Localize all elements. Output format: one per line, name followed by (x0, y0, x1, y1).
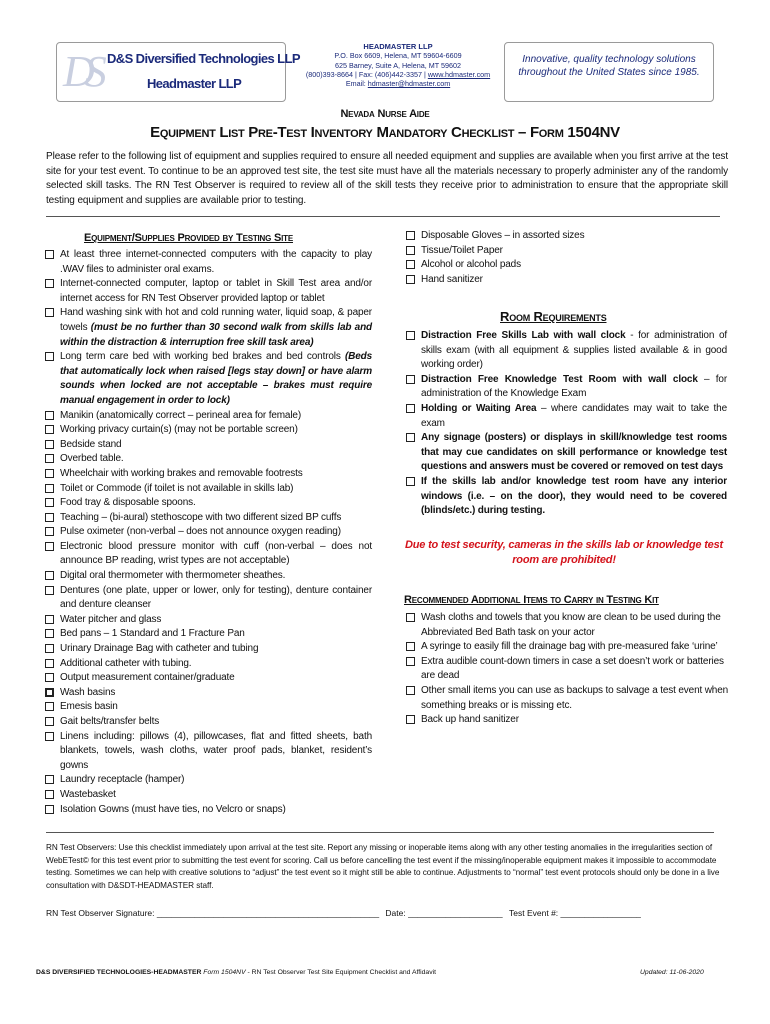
checklist-item: Pulse oximeter (non-verbal – does not announce oxygen reading) (44, 525, 372, 540)
checklist-item: Manikin (anatomically correct – perineal area for female) (44, 409, 372, 424)
checklist-item: Laundry receptacle (hamper) (44, 773, 372, 788)
checkbox[interactable] (45, 571, 54, 580)
checklist-item: Gait belts/transfer belts (44, 715, 372, 730)
tagline-line-1: Innovative, quality technology solutions (522, 54, 696, 65)
checklist-item: Hand sanitizer (405, 273, 731, 288)
headmaster-address-2: 625 Barney, Suite A, Helena, MT 59602 (335, 60, 461, 70)
checklist-item: Bed pans – 1 Standard and 1 Fracture Pan (44, 627, 372, 642)
headmaster-title: HEADMASTER LLP (363, 42, 433, 51)
checkbox[interactable] (45, 629, 54, 638)
checkbox[interactable] (45, 352, 54, 361)
checklist-item: Output measurement container/graduate (44, 671, 372, 686)
test-event-field[interactable]: Test Event #: _________________ (509, 908, 641, 918)
checkbox[interactable] (406, 404, 415, 413)
updated-date: Updated: 11-06-2020 (640, 969, 704, 976)
checklist-item: Extra audible count-down timers in case a set doesn’t work or batteries are dead (405, 655, 731, 684)
checklist-item: Electronic blood pressure monitor with cuff (non-verbal – does not announce BP reading, wrist types are not acceptable) (44, 540, 372, 569)
checkbox[interactable] (406, 433, 415, 442)
checkbox[interactable] (45, 805, 54, 814)
checklist-item: Wash basins (44, 686, 372, 701)
top-divider (46, 216, 720, 217)
checklist-item: Other small items you can use as backups to salvage a test event when something breaks or is missing etc. (405, 684, 731, 713)
checkbox[interactable] (45, 659, 54, 668)
checkbox[interactable] (45, 308, 54, 317)
checkbox[interactable] (406, 642, 415, 651)
camera-prohibited-warning: Due to test security, cameras in the skills lab or knowledge test room are prohibited! (405, 539, 723, 566)
checkbox[interactable] (45, 469, 54, 478)
checkbox[interactable] (45, 790, 54, 799)
checklist-item: Any signage (posters) or displays in skill/knowledge test rooms that may cue candidates on skill performance or knowledge test questions and answers must be covered or removed on test days (405, 431, 727, 475)
checkbox[interactable] (45, 250, 54, 259)
checkbox[interactable] (45, 615, 54, 624)
checkbox[interactable] (45, 644, 54, 653)
recommended-items-heading: Recommended Additional Items to Carry in Testing Kit (404, 594, 659, 606)
checkbox[interactable] (45, 673, 54, 682)
checkbox[interactable] (406, 613, 415, 622)
checklist-item: Teaching – (bi-aural) stethoscope with two different sized BP cuffs (44, 511, 372, 526)
bottom-divider (46, 832, 714, 833)
room-requirements-heading: Room Requirements (500, 309, 607, 324)
checkbox[interactable] (406, 331, 415, 340)
checklist-item: At least three internet-connected computers with the capacity to play .WAV files to administer oral exams. (44, 248, 372, 277)
checkbox[interactable] (406, 715, 415, 724)
checkbox[interactable] (406, 686, 415, 695)
checklist-item: Distraction Free Skills Lab with wall clock - for administration of skills exam (with all equipment & supplies listed available & in good working order) (405, 329, 727, 373)
headmaster-address-1: P.O. Box 6609, Helena, MT 59604-6609 (334, 51, 462, 61)
checkbox[interactable] (45, 279, 54, 288)
checklist-item: Bedside stand (44, 438, 372, 453)
checklist-item: Holding or Waiting Area – where candidates may wait to take the exam (405, 402, 727, 431)
checkbox[interactable] (45, 717, 54, 726)
headmaster-website-link[interactable]: www.hdmaster.com (427, 69, 491, 79)
checkbox[interactable] (406, 275, 415, 284)
observer-instructions: RN Test Observers: Use this checklist immediately upon arrival at the test site. Report any missing or inoperable items along with any other testing anomalies in the irregularities section of WebETest© for this test event prior to submitting the test event for scoring. Call us before cancelling the test event if the missing/inoperable equipment makes it impossible to accommodate testing. Sometimes we can help with creative solutions to “adjust” the test event so it might still be able to continue. Adjustments to “normal” test event protocols should only be done in a live consultation with D&SDT-HEADMASTER staff. (46, 843, 720, 890)
checklist-item: Long term care bed with working bed brakes and bed controls (Beds that automatically lock when raised [legs stay down] or have alarm sounds when locked are not acceptable – brakes must require manual engagement in order to lock) (44, 350, 372, 408)
headmaster-email-label: Email: (345, 79, 368, 89)
checklist-item: Digital oral thermometer with thermometer sheathes. (44, 569, 372, 584)
checkbox[interactable] (45, 586, 54, 595)
headmaster-email-line (296, 79, 500, 88)
document-title: Equipment List Pre-Test Inventory Mandatory Checklist – Form 1504NV (150, 124, 620, 141)
checkbox[interactable] (45, 732, 54, 741)
signature-line (46, 908, 728, 918)
checklist-item: Overbed table. (44, 452, 372, 467)
checkbox[interactable] (45, 440, 54, 449)
checklist-item: Working privacy curtain(s) (may not be portable screen) (44, 423, 372, 438)
checklist-item: Toilet or Commode (if toilet is not available in skills lab) (44, 482, 372, 497)
checklist-item: If the skills lab and/or knowledge test room have any interior windows (i.e. – on the door), they would need to be covered (blinds/etc.) during testing. (405, 475, 727, 519)
checklist-item: Emesis basin (44, 700, 372, 715)
checkbox[interactable] (45, 542, 54, 551)
checkbox[interactable] (406, 375, 415, 384)
checklist-item: Wheelchair with working brakes and removable footrests (44, 467, 372, 482)
checklist-item: Urinary Drainage Bag with catheter and tubing (44, 642, 372, 657)
equipment-checklist (44, 248, 372, 817)
checklist-item: Disposable Gloves – in assorted sizes (405, 229, 731, 244)
checklist-item: Back up hand sanitizer (405, 713, 731, 728)
checkbox[interactable] (45, 702, 54, 711)
checklist-item: Food tray & disposable spoons. (44, 496, 372, 511)
headmaster-phone-line (296, 70, 500, 79)
checklist-item: Wash cloths and towels that you know are clean to be used during the Abbreviated Bed Bath task on your actor (405, 611, 731, 640)
checkbox[interactable] (45, 425, 54, 434)
checklist-item: Isolation Gowns (must have ties, no Velcro or snaps) (44, 803, 372, 818)
logo-headmaster-name: Headmaster LLP (147, 76, 242, 91)
checklist-item: Dentures (one plate, upper or lower, only for testing), denture container and denture cleanser (44, 584, 372, 613)
document-subtitle: Nevada Nurse Aide (340, 108, 430, 120)
footer-company: D&S DIVERSIFIED TECHNOLOGIES-HEADMASTER (36, 969, 202, 976)
footer-form-number: Form 1504NV (201, 969, 246, 976)
headmaster-contact-block (296, 42, 500, 88)
checkbox[interactable] (406, 260, 415, 269)
checkbox[interactable] (45, 454, 54, 463)
checklist-item: Water pitcher and glass (44, 613, 372, 628)
checklist-item: Distraction Free Knowledge Test Room with wall clock – for administration of the Knowledge Exam (405, 373, 727, 402)
company-logo (56, 42, 300, 102)
headmaster-phone: (800)393-8664 | Fax: (406)442-3357 | (305, 69, 428, 79)
room-requirements-checklist (405, 329, 727, 519)
tagline-line-2: throughout the United States since 1985. (518, 67, 700, 78)
signature-field[interactable]: RN Test Observer Signature: _______________________________________________ (46, 908, 380, 918)
checklist-item: Internet-connected computer, laptop or tablet in Skill Test area and/or internet access for RN Test Observer provided laptop or tablet (44, 277, 372, 306)
ds-logo-mark: DS (63, 47, 97, 96)
checklist-item: Tissue/Toilet Paper (405, 244, 731, 259)
checklist-item: Linens including: pillows (4), pillowcases, flat and fitted sheets, bath blankets, towels, wash cloths, water proof pads, blanket, resident’s gowns (44, 730, 372, 774)
footer-description: - RN Test Observer Test Site Equipment Checklist and Affidavit (245, 969, 437, 976)
date-field[interactable]: Date: ____________________ (385, 908, 503, 918)
checkbox[interactable] (45, 513, 54, 522)
checklist-item: Additional catheter with tubing. (44, 657, 372, 672)
tagline-box (504, 42, 714, 102)
checkbox[interactable] (45, 688, 54, 697)
consumables-checklist (405, 229, 731, 287)
checkbox[interactable] (45, 484, 54, 493)
checklist-item: A syringe to easily fill the drainage bag with pre-measured fake ‘urine’ (405, 640, 731, 655)
checkbox[interactable] (45, 775, 54, 784)
intro-paragraph: Please refer to the following list of equipment and supplies required to ensure all needed equipment and supplies are available when you first arrive at the test site for your test event. To continue to be an approved test site, the test site must have all the materials necessary to properly administer any of the randomly selected skill tasks. The RN Test Observer is required to review all of the skill tests they receive prior to administration to ensure that the appropriate skill testing equipment and supplies are available prior to testing. (46, 151, 728, 206)
headmaster-email-link[interactable]: hdmaster@hdmaster.com (367, 79, 451, 89)
checklist-item: Hand washing sink with hot and cold running water, liquid soap, & paper towels (must be no further than 30 second walk from skills lab and within the distraction & interruption free skill task area) (44, 306, 372, 350)
logo-company-name: D&S Diversified Technologies LLP (107, 51, 300, 66)
recommended-items-checklist (405, 611, 731, 728)
checkbox[interactable] (45, 411, 54, 420)
checkbox[interactable] (406, 246, 415, 255)
equipment-section-heading: Equipment/Supplies Provided by Testing Site (84, 232, 293, 244)
checkbox[interactable] (406, 477, 415, 486)
checkbox[interactable] (45, 527, 54, 536)
checkbox[interactable] (406, 231, 415, 240)
page-footer (36, 969, 436, 976)
checkbox[interactable] (45, 498, 54, 507)
checklist-item: Wastebasket (44, 788, 372, 803)
checkbox[interactable] (406, 657, 415, 666)
checklist-item: Alcohol or alcohol pads (405, 258, 731, 273)
